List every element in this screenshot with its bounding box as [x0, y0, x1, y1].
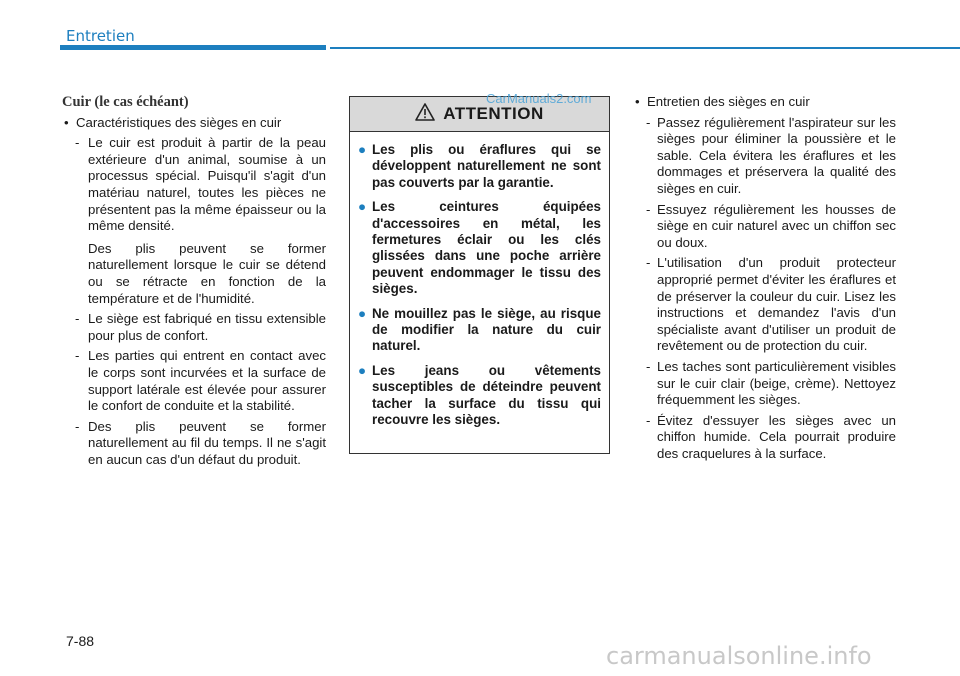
- list-item: - Les taches sont particulièrement visibles sur le cuir clair (beige, crème). Nettoyez fréquemment les sièges.: [646, 358, 896, 408]
- header-rule-thin: [330, 47, 960, 49]
- list-item: - Des plis peuvent se former naturellement au fil du temps. Il ne s'agit en aucun cas d'un défaut du produit.: [75, 418, 326, 467]
- attention-title: ATTENTION: [443, 104, 544, 123]
- list-item: - L'utilisation d'un produit protecteur approprié permet d'éviter les éraflures et de préserver la couleur du cuir. Lisez les instructions et demandez l'avis d'un spécialiste avant d'utiliser un produit de revêtement ou de protection du cuir.: [646, 255, 896, 354]
- left-column: [62, 94, 326, 468]
- right-column: [633, 94, 896, 462]
- attention-item: ● Les jeans ou vêtements susceptibles de déteindre peuvent tacher la surface du tissu qui recouvre les sièges.: [358, 362, 601, 428]
- list-item: - Les parties qui entrent en contact avec le corps sont incurvées et la surface de support latérale est élevée pour assurer le confort de conduite et la stabilité.: [75, 348, 326, 414]
- list-item: - Le cuir est produit à partir de la peau extérieure d'un animal, soumise à un processus spécial. Puisqu'il s'agit d'un matériau naturel, toutes les pièces ne présentent pas la même épaisseur ou la même densité.: [75, 135, 326, 234]
- page-number: 7-88: [66, 633, 95, 649]
- list-item: - Essuyez régulièrement les housses de siège en cuir naturel avec un chiffon sec ou doux.: [646, 201, 896, 250]
- attention-item: ● Les plis ou éraflures qui se développent naturellement ne sont pas couverts par la garantie.: [358, 142, 601, 190]
- leather-characteristics-bullet: • Caractéristiques des sièges en cuir: [62, 115, 326, 132]
- warning-triangle-icon: [415, 103, 435, 126]
- list-item: - Évitez d'essuyer les sièges avec un chiffon humide. Cela pourrait produire des craquelures à la surface.: [646, 412, 896, 461]
- attention-item: ● Ne mouillez pas le siège, au risque de modifier la nature du cuir naturel.: [358, 305, 601, 354]
- watermark-bottom: carmanualsonline.info: [606, 642, 872, 670]
- attention-item: ● Les ceintures équipées d'accessoires en métal, les fermetures éclair ou les clés glissées dans une poche arrière peuvent endommager le tissu des sièges.: [358, 199, 601, 297]
- list-item: - Passez régulièrement l'aspirateur sur les sièges pour éliminer la poussière et le sable. Cela évitera les éraflures et les dommages et préservera la qualité des sièges en cuir.: [646, 114, 896, 196]
- attention-body: [350, 132, 609, 429]
- attention-box: [349, 96, 610, 454]
- leather-care-bullet: • Entretien des sièges en cuir: [633, 94, 896, 111]
- list-item-continuation: Des plis peuvent se former naturellement lorsque le cuir se détend ou se rétracte en fonction de la température et de l'humidité.: [88, 240, 326, 306]
- section-title: Entretien: [66, 27, 135, 45]
- header-rule-thick: [60, 45, 326, 50]
- list-item: - Le siège est fabriqué en tissu extensible pour plus de confort.: [75, 311, 326, 343]
- leather-heading: Cuir (le cas échéant): [62, 94, 189, 110]
- watermark-top: CarManuals2.com: [486, 91, 592, 106]
